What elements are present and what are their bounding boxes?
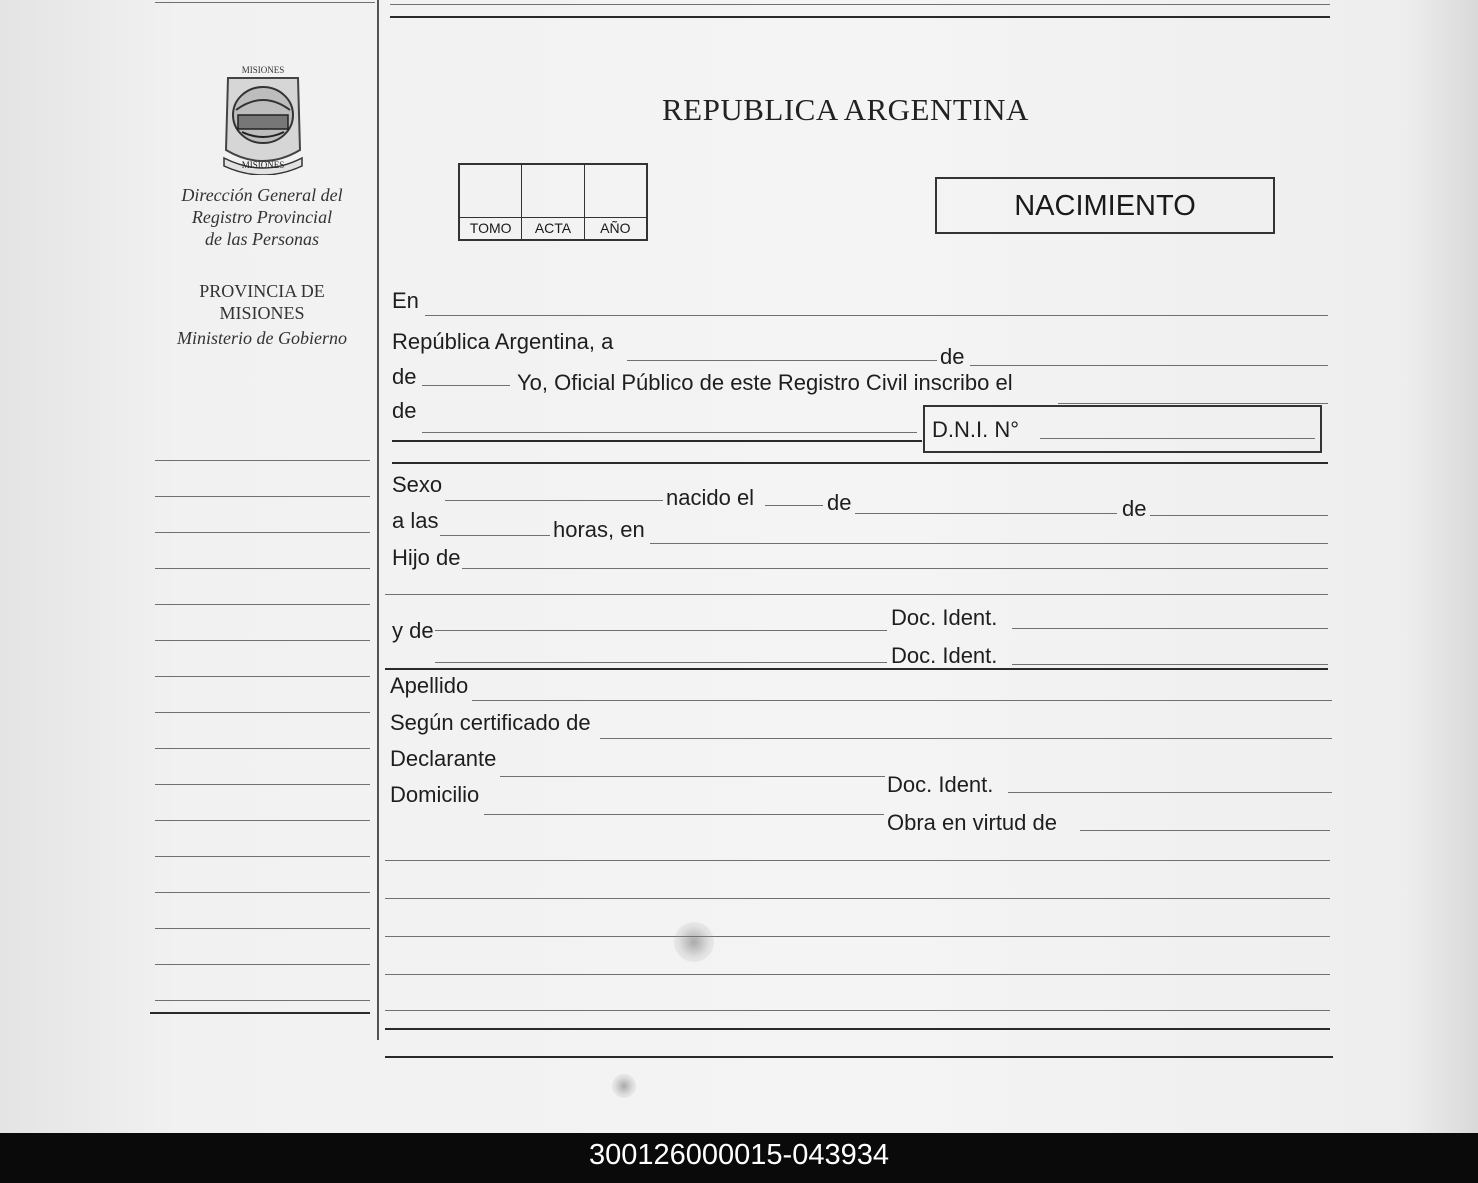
sidebar-rule: [155, 676, 370, 677]
acta-box[interactable]: [522, 165, 584, 239]
provincial-seal-icon: [218, 60, 308, 175]
fill-line: [385, 1028, 1330, 1030]
fill-line: [1080, 830, 1330, 831]
fill-line: [765, 505, 823, 506]
fill-line: [440, 535, 550, 536]
fill-line: [385, 594, 1328, 595]
sidebar-rule: [155, 964, 370, 965]
sidebar-rule: [155, 496, 370, 497]
ano-label: AÑO: [585, 217, 646, 239]
fill-line: [1012, 664, 1328, 665]
top-rule-left: [155, 2, 375, 3]
fill-line: [445, 500, 663, 501]
seal-top-text: MISIONES: [241, 65, 285, 75]
label-doc-3: Doc. Ident.: [887, 772, 994, 797]
province-name: [150, 280, 374, 324]
fill-line: [1008, 792, 1332, 793]
column-divider: [377, 0, 379, 1040]
label-sexo: Sexo: [392, 472, 443, 497]
fill-line: [385, 898, 1330, 899]
sidebar-rule: [155, 892, 370, 893]
fill-line: [484, 814, 884, 815]
label-doc-2: Doc. Ident.: [891, 643, 998, 668]
province-line-1: PROVINCIA DE: [199, 281, 325, 301]
fill-line: [600, 738, 1332, 739]
label-hijo: Hijo de: [392, 545, 461, 570]
sidebar-rule: [155, 712, 370, 713]
fill-line: [462, 568, 1328, 569]
fill-line: [1150, 515, 1328, 516]
label-de-3: de: [392, 398, 417, 423]
sidebar-rule: [155, 604, 370, 605]
directorate-line-2: Registro Provincial: [191, 207, 333, 227]
fill-line: [385, 668, 1328, 670]
top-rule-right-bold: [390, 16, 1330, 18]
label-doc-1: Doc. Ident.: [891, 605, 998, 630]
fill-line: [1040, 438, 1315, 439]
fill-line: [650, 543, 1328, 544]
fill-line: [425, 315, 1328, 316]
fill-line: [392, 462, 1328, 464]
fill-line: [392, 440, 922, 442]
label-declarante: Declarante: [390, 746, 497, 771]
smudge-mark: [674, 922, 714, 962]
fill-line: [435, 630, 887, 631]
sidebar-rule: [155, 784, 370, 785]
tomo-box[interactable]: [460, 165, 522, 239]
smudge-mark-small: [612, 1074, 636, 1098]
page-title: REPUBLICA ARGENTINA: [662, 92, 1029, 127]
fill-line: [385, 974, 1330, 975]
sidebar-rule: [155, 748, 370, 749]
province-line-2: MISIONES: [219, 303, 305, 323]
label-yo: Yo, Oficial Público de este Registro Civil inscribo el: [517, 370, 1013, 395]
label-en: En: [392, 288, 419, 313]
fill-line: [385, 936, 1330, 937]
directorate-line-1: Dirección General del: [181, 185, 343, 205]
fill-line: [500, 776, 885, 777]
label-nacido: nacido el: [666, 485, 755, 510]
fill-line: [627, 360, 937, 361]
tomo-label: TOMO: [460, 217, 521, 239]
label-de-1: de: [940, 344, 965, 369]
label-republica: República Argentina, a: [392, 329, 614, 354]
sidebar-rule: [155, 460, 370, 461]
label-de-4: de: [827, 490, 852, 515]
fill-line: [385, 1010, 1330, 1011]
sidebar-rule: [155, 820, 370, 821]
label-obra: Obra en virtud de: [887, 810, 1057, 835]
top-rule-right: [390, 4, 1330, 5]
ministry-name: Ministerio de Gobierno: [177, 328, 347, 348]
sidebar-rule: [155, 928, 370, 929]
label-domicilio: Domicilio: [390, 782, 480, 807]
label-dni: D.N.I. N°: [932, 417, 1020, 442]
label-horas: horas, en: [553, 517, 645, 542]
document-id: 300126000015-043934: [589, 1139, 889, 1171]
fill-line: [435, 662, 887, 663]
sidebar-rule: [155, 1000, 370, 1001]
label-segun: Según certificado de: [390, 710, 591, 735]
fill-line: [1058, 403, 1328, 404]
acta-label: ACTA: [522, 217, 583, 239]
fill-line: [385, 860, 1330, 861]
sidebar-rule-bold: [150, 1012, 370, 1014]
fill-line: [385, 1056, 1333, 1058]
sidebar-rule: [155, 532, 370, 533]
fill-line: [422, 385, 510, 386]
directorate-line-3: de las Personas: [205, 229, 319, 249]
sidebar-rule: [155, 640, 370, 641]
label-apellido: Apellido: [390, 673, 469, 698]
label-y-de: y de: [392, 618, 434, 643]
label-a-las: a las: [392, 508, 439, 533]
label-de-2: de: [392, 364, 417, 389]
fill-line: [970, 365, 1328, 366]
fill-line: [472, 700, 1332, 701]
record-type-box: NACIMIENTO: [935, 177, 1275, 234]
label-de-5: de: [1122, 496, 1147, 521]
sidebar-rule: [155, 856, 370, 857]
seal-bottom-text: MISIONES: [241, 160, 285, 170]
document-id-bar: [0, 1133, 1478, 1183]
registry-number-boxes: [458, 163, 648, 241]
fill-line: [855, 513, 1117, 514]
ano-box[interactable]: [585, 165, 646, 239]
sidebar-rule: [155, 568, 370, 569]
issuing-directorate: [150, 184, 374, 250]
fill-line: [1012, 628, 1328, 629]
fill-line: [422, 432, 917, 433]
